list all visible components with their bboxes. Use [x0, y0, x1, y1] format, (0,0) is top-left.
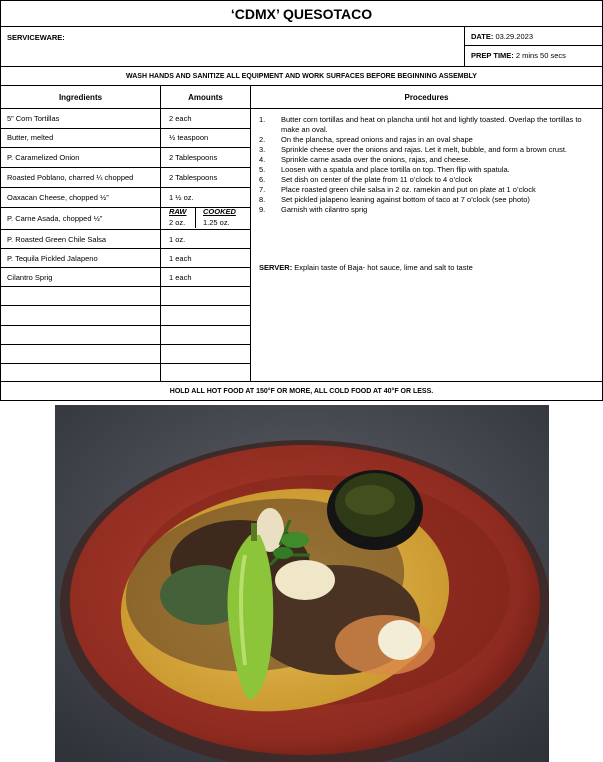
- procedure-step: [259, 185, 593, 195]
- meta-row: [0, 26, 603, 67]
- ingredient-amount: 2 each: [169, 114, 192, 123]
- amounts-header: Amounts: [188, 92, 223, 102]
- date-field: [471, 32, 533, 41]
- procedure-step: [259, 175, 593, 185]
- date-label: DATE:: [471, 32, 496, 41]
- step-number: 9.: [259, 205, 266, 214]
- row-divider: [1, 187, 251, 188]
- ingredient-name: P. Roasted Green Chile Salsa: [7, 235, 107, 244]
- ingredients-header: Ingredients: [58, 92, 103, 102]
- ingredient-name: Oaxacan Cheese, chopped ½”: [7, 193, 109, 202]
- raw-cooked-divider: [195, 207, 196, 228]
- step-number: 1.: [259, 115, 266, 124]
- step-text: On the plancha, spread onions and rajas in an oval shape: [281, 135, 473, 144]
- row-divider: [1, 363, 251, 364]
- step-text: Garnish with cilantro sprig: [281, 205, 368, 214]
- server-label: SERVER:: [259, 263, 293, 272]
- row-divider: [1, 248, 251, 249]
- server-note: [259, 263, 473, 272]
- step-text: Set pickled jalapeno leaning against bottom of taco at 7 o’clock (see photo): [281, 195, 530, 204]
- ingredient-amount: 1 each: [169, 254, 192, 263]
- procedure-step: [259, 155, 593, 165]
- ingredient-amount: 1 oz.: [169, 235, 186, 244]
- header-divider: [1, 108, 602, 109]
- row-divider: [1, 305, 251, 306]
- row-divider: [1, 325, 251, 326]
- procedure-step: [259, 115, 593, 135]
- procedure-step: [259, 195, 593, 205]
- ingredient-name: P. Caramelized Onion: [7, 153, 80, 162]
- meta-right: [464, 26, 603, 66]
- recipe-table: [0, 85, 603, 382]
- procedures-list: [259, 115, 593, 215]
- serviceware-label: SERVICEWARE:: [7, 33, 65, 42]
- carne-asada-amounts: [161, 207, 250, 228]
- step-number: 7.: [259, 185, 266, 194]
- step-text: Sprinkle carne asada over the onions, rajas, and cheese.: [281, 155, 471, 164]
- ingredient-name: P. Tequila Pickled Jalapeno: [7, 254, 98, 263]
- step-number: 3.: [259, 145, 266, 154]
- procedures-header: Procedures: [404, 92, 449, 102]
- ingredient-amount: ½ teaspoon: [169, 133, 209, 142]
- ingredient-amount: 1 each: [169, 273, 192, 282]
- ingredient-name: Cilantro Sprig: [7, 273, 53, 282]
- ingredient-name: Butter, melted: [7, 133, 54, 142]
- row-divider: [1, 147, 251, 148]
- hold-notice: HOLD ALL HOT FOOD AT 150°F OR MORE, ALL COLD FOOD AT 40°F OR LESS.: [0, 381, 603, 401]
- dish-photo: [55, 405, 549, 762]
- row-divider: [1, 128, 251, 129]
- cooked-value: 1.25 oz.: [203, 218, 230, 227]
- step-text: Sprinkle cheese over the onions and rajas. Let it melt, bubble, and form a brown crust.: [281, 145, 567, 154]
- row-divider: [1, 267, 251, 268]
- step-number: 6.: [259, 175, 266, 184]
- raw-label: RAW: [169, 207, 187, 216]
- procedure-step: [259, 135, 593, 145]
- row-divider: [1, 344, 251, 345]
- date-value: 03.29.2023: [495, 32, 533, 41]
- step-number: 8.: [259, 195, 266, 204]
- meta-divider: [465, 45, 603, 46]
- ingredient-name: P. Carne Asada, chopped ½”: [7, 214, 103, 223]
- step-number: 5.: [259, 165, 266, 174]
- wash-notice: WASH HANDS AND SANITIZE ALL EQUIPMENT AND WORK SURFACES BEFORE BEGINNING ASSEMBLY: [0, 66, 603, 86]
- procedure-step: [259, 165, 593, 175]
- row-divider: [1, 167, 251, 168]
- prep-value: 2 mins 50 secs: [515, 51, 566, 60]
- dish-photo-illustration: [55, 405, 549, 762]
- step-number: 4.: [259, 155, 266, 164]
- step-number: 2.: [259, 135, 266, 144]
- ingredient-amount: 2 Tablespoons: [169, 153, 218, 162]
- row-divider: [1, 229, 251, 230]
- ingredient-amount: 2 Tablespoons: [169, 173, 218, 182]
- step-text: Butter corn tortillas and heat on plancha until hot and lightly toasted. Overlap the tortillas to make an oval.: [281, 115, 582, 134]
- raw-value: 2 oz.: [169, 218, 186, 227]
- ingredient-amount: 1 ½ oz.: [169, 193, 194, 202]
- prep-time-field: [471, 51, 566, 60]
- prep-label: PREP TIME:: [471, 51, 516, 60]
- column-divider: [160, 86, 161, 381]
- step-text: Place roasted green chile salsa in 2 oz. ramekin and put on plate at 1 o’clock: [281, 185, 536, 194]
- procedure-step: [259, 205, 593, 215]
- row-divider: [1, 286, 251, 287]
- ingredient-name: Roasted Poblano, charred ¼ chopped: [7, 173, 134, 182]
- step-text: Set dish on center of the plate from 11 o’clock to 4 o’clock: [281, 175, 473, 184]
- ingredient-name: 5” Corn Tortillas: [7, 114, 60, 123]
- procedure-step: [259, 145, 593, 155]
- column-divider: [250, 86, 251, 381]
- step-text: Loosen with a spatula and place tortilla on top. Then flip with spatula.: [281, 165, 510, 174]
- server-text: Explain taste of Baja- hot sauce, lime and salt to taste: [292, 263, 473, 272]
- recipe-title: ‘CDMX’ QUESOTACO: [0, 0, 603, 27]
- cooked-label: COOKED: [203, 207, 236, 216]
